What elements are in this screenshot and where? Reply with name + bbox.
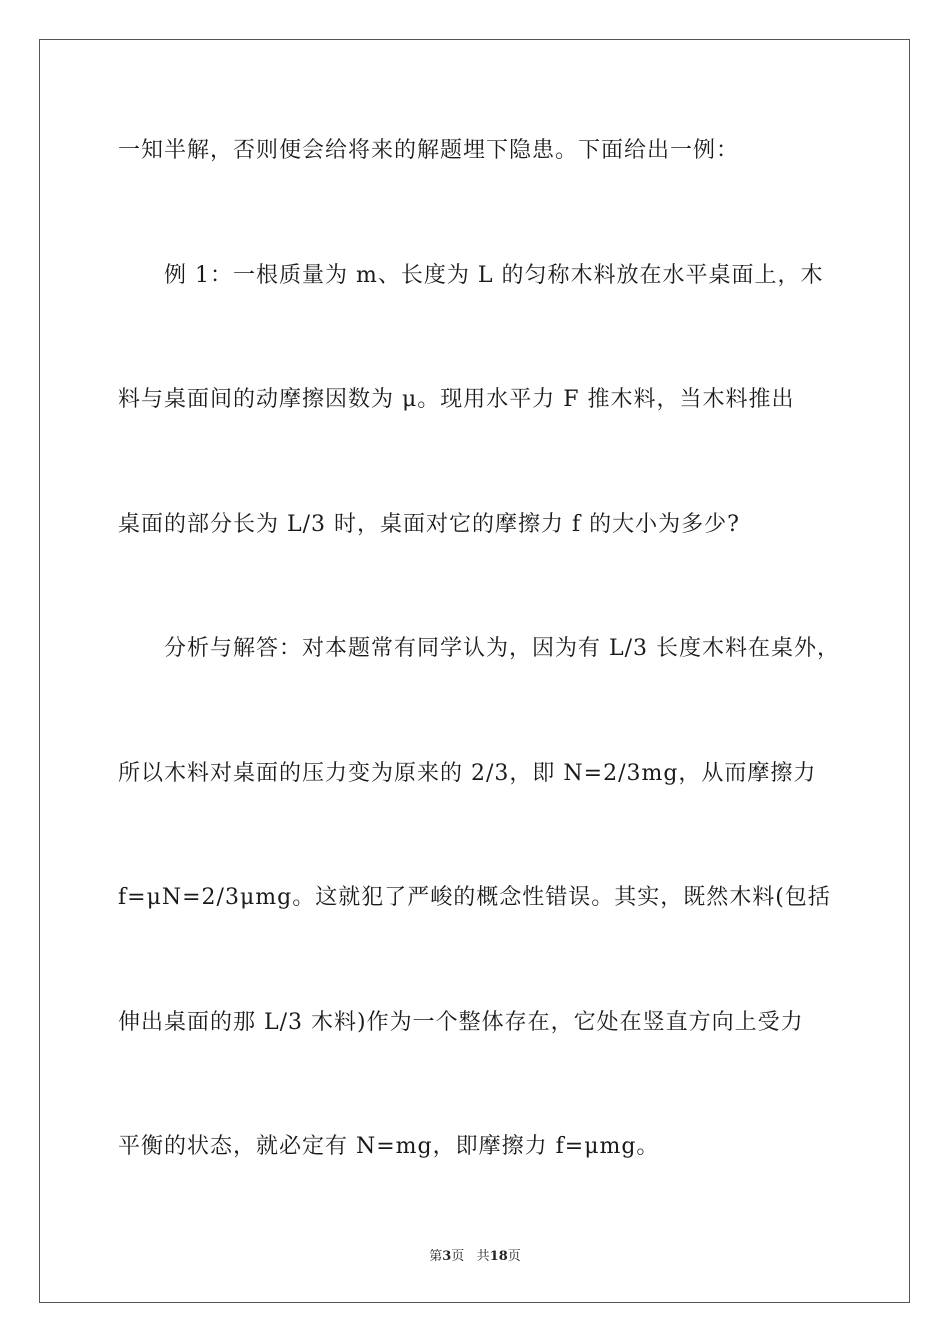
page-prefix: 第 xyxy=(429,1249,443,1264)
analysis-line-3: f=μN=2/3μmg。这就犯了严峻的概念性错误。其实，既然木料(包括 xyxy=(118,885,831,910)
page-suffix: 页 xyxy=(451,1249,465,1264)
total-prefix: 共 xyxy=(476,1249,490,1264)
example-1-line-3: 桌面的部分长为 L/3 时，桌面对它的摩擦力 f 的大小为多少? xyxy=(118,512,740,537)
page-number: 3 xyxy=(442,1249,452,1264)
page-frame xyxy=(39,39,910,1303)
example-1-line-2: 料与桌面间的动摩擦因数为 μ。现用水平力 F 推木料，当木料推出 xyxy=(118,387,795,412)
total-pages: 18 xyxy=(489,1249,508,1264)
analysis-line-2: 所以木料对桌面的压力变为原来的 2/3，即 N=2/3mg，从而摩擦力 xyxy=(118,761,817,786)
analysis-line-1: 分析与解答：对本题常有同学认为，因为有 L/3 长度木料在桌外， xyxy=(164,636,841,661)
example-1-line-1: 例 1：一根质量为 m、长度为 L 的匀称木料放在水平桌面上，木 xyxy=(164,263,824,288)
analysis-line-4: 伸出桌面的那 L/3 木料)作为一个整体存在，它处在竖直方向上受力 xyxy=(118,1010,804,1035)
total-suffix: 页 xyxy=(507,1249,521,1264)
page-footer xyxy=(0,1248,950,1266)
analysis-line-5: 平衡的状态，就必定有 N=mg，即摩擦力 f=μmg。 xyxy=(118,1134,660,1159)
text-line-1: 一知半解，否则便会给将来的解题埋下隐患。下面给出一例： xyxy=(118,138,740,163)
